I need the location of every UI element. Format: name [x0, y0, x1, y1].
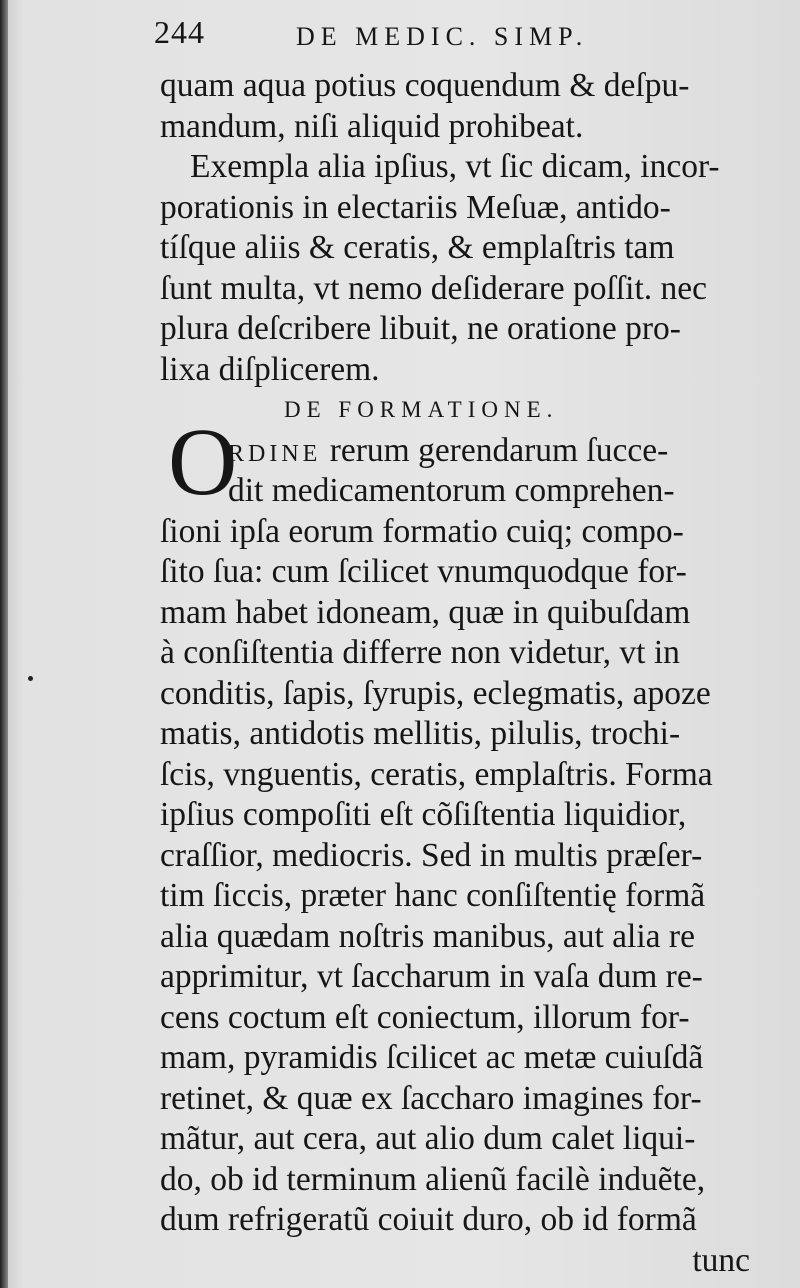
text-line: ſcis, vnguentis, ceratis, emplaſtris. Forma — [160, 755, 713, 793]
page-body — [160, 66, 760, 1281]
text-line: quam aqua potius coquendum & deſpu- — [160, 67, 690, 104]
text-line: tim ſiccis, præter hanc conſiſtentię formã — [160, 877, 706, 914]
text-line: lixa diſplicerem. — [160, 350, 380, 388]
text-line: à conſiſtentia differre non videtur, vt in — [160, 634, 680, 671]
text-line: ſunt multa, vt nemo deſiderare poſſit. nec — [160, 269, 708, 307]
text-line: cens coctum eſt coniectum, illorum for- — [160, 998, 690, 1036]
running-head: DE MEDIC. SIMP. — [296, 22, 589, 51]
page-number: 244 — [154, 14, 205, 50]
drop-cap: O — [168, 408, 238, 515]
page-header — [150, 14, 650, 60]
text-line: mam habet idoneam, quæ in quibuſdam — [160, 593, 691, 631]
text-line: retinet, & quæ ex ſaccharo imagines for- — [160, 1079, 702, 1117]
text-line: ipſius compoſiti eſt cõſiſtentia liquidior, — [160, 796, 687, 833]
first-line-after-drop-cap — [160, 431, 760, 472]
page-gutter — [0, 0, 8, 1288]
text-line: mam, pyramidis ſcilicet ac metæ cuiuſdã — [160, 1039, 704, 1076]
text-line: alia quædam noſtris manibus, aut alia re — [160, 917, 695, 955]
text-line: matis, antidotis mellitis, pilulis, trochi- — [160, 715, 681, 752]
text-line: do, ob id terminum alienũ facilè induẽte, — [160, 1160, 706, 1198]
text-line: plura deſcribere libuit, ne oratione pro- — [160, 310, 681, 347]
text-line: apprimitur, vt ſaccharum in vaſa dum re- — [160, 958, 703, 995]
text-line: mandum, niſi aliquid prohibeat. — [160, 107, 584, 145]
opening-word-caps: RDINE — [228, 440, 322, 467]
first-line-rest: rerum gerendarum ſucce- — [321, 431, 669, 469]
text-line: dum refrigeratũ coiuit duro, ob id formã — [160, 1201, 697, 1238]
text-line: porationis in electariis Meſuæ, antido- — [160, 188, 671, 226]
text-line: tíſque aliis & ceratis, & emplaſtris tam — [160, 229, 675, 266]
text-line: dit medicamentorum comprehen- — [228, 472, 675, 509]
text-line: craſſior, mediocris. Sed in multis præſer- — [160, 836, 703, 874]
text-line: conditis, ſapis, ſyrupis, eclegmatis, apoze — [160, 674, 711, 712]
text-line: ſito ſua: cum ſcilicet vnumquodque for- — [160, 553, 687, 590]
section-heading: DE FORMATIONE. — [284, 397, 559, 422]
catchword: tunc — [692, 1241, 750, 1279]
paragraph-start-line: Exempla alia ipſius, vt ſic dicam, incor- — [190, 148, 720, 185]
ink-speck — [28, 676, 33, 681]
text-line: ſioni ipſa eorum formatio cuiq; compo- — [160, 512, 684, 550]
text-line: mãtur, aut cera, aut alio dum calet liqui- — [160, 1120, 696, 1157]
